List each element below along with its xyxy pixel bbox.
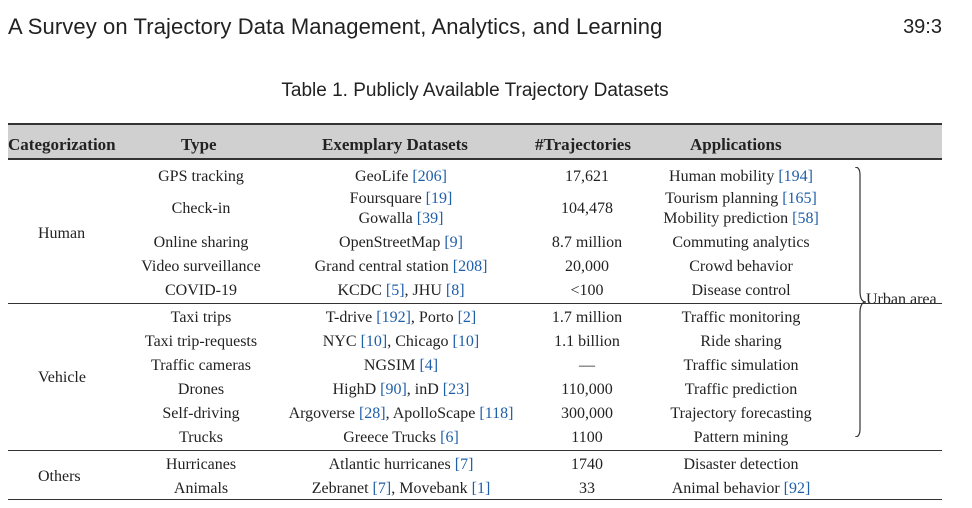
text-segment: Disease control: [691, 282, 791, 299]
text-segment: , Porto: [410, 309, 458, 326]
citation-link[interactable]: [9]: [444, 234, 463, 251]
cell-trajectories: 1.1 billion: [554, 333, 620, 350]
text-segment: Crowd behavior: [689, 258, 793, 275]
text-segment: OpenStreetMap: [339, 234, 445, 251]
application-line: [669, 167, 813, 187]
dataset-line: [315, 257, 488, 277]
citation-link[interactable]: [92]: [783, 480, 811, 497]
cell-applications: [663, 189, 819, 229]
cell-type: COVID-19: [165, 282, 237, 299]
cell-type: GPS tracking: [158, 168, 244, 185]
citation-link[interactable]: [206]: [412, 168, 447, 185]
citation-link[interactable]: [4]: [419, 357, 439, 374]
citation-link[interactable]: [19]: [425, 190, 453, 207]
text-segment: , Movebank: [391, 480, 472, 497]
dataset-line: [343, 428, 459, 448]
cell-datasets: [364, 356, 438, 376]
text-segment: Human mobility: [669, 168, 779, 185]
cell-applications: [672, 479, 811, 499]
dataset-line: [337, 281, 464, 301]
application-line: [689, 257, 793, 277]
text-segment: Grand central station: [314, 258, 453, 275]
citation-link[interactable]: [1]: [471, 480, 491, 497]
cell-datasets: [312, 479, 491, 499]
text-segment: NGSIM: [363, 357, 420, 374]
text-segment: Traffic simulation: [683, 357, 799, 374]
cell-datasets: [337, 281, 464, 301]
cell-trajectories: 110,000: [561, 381, 613, 398]
dataset-line: [355, 167, 447, 187]
dataset-line: [323, 332, 479, 352]
cell-applications: [691, 281, 790, 301]
text-segment: Ride sharing: [700, 333, 782, 350]
cell-trajectories: 1100: [571, 429, 603, 446]
citation-link[interactable]: [192]: [376, 309, 411, 326]
dataset-line: [312, 479, 491, 499]
text-segment: , Chicago: [387, 333, 453, 350]
cell-applications: [669, 167, 813, 187]
table-header-band: [8, 123, 942, 160]
citation-link[interactable]: [90]: [380, 381, 407, 398]
dataset-line: [326, 308, 477, 328]
cell-applications: [683, 455, 798, 475]
cell-datasets: [329, 455, 474, 475]
text-segment: Atlantic hurricanes: [328, 456, 455, 473]
text-segment: Tourism planning: [665, 190, 783, 207]
header-exemplary-datasets: Exemplary Datasets: [322, 135, 468, 154]
application-line: [672, 233, 809, 253]
cell-datasets: [355, 167, 447, 187]
group-separator: [8, 303, 942, 304]
dataset-line: [289, 404, 514, 424]
cell-applications: [694, 428, 789, 448]
text-segment: Traffic prediction: [684, 381, 798, 398]
cell-trajectories: 8.7 million: [551, 234, 623, 251]
application-line: [663, 209, 819, 229]
text-segment: Argoverse: [288, 405, 359, 422]
datasets-table: [8, 123, 942, 503]
category-others: Others: [38, 468, 81, 485]
cell-datasets: [350, 189, 453, 229]
text-segment: Foursquare: [349, 190, 426, 207]
citation-link[interactable]: [39]: [416, 210, 444, 227]
header-type: Type: [181, 135, 217, 154]
text-segment: Pattern mining: [693, 429, 789, 446]
text-segment: Greece Trucks: [343, 429, 441, 446]
table-caption: Table 1. Publicly Available Trajectory Datasets: [281, 80, 669, 101]
citation-link[interactable]: [7]: [372, 480, 392, 497]
text-segment: Trajectory forecasting: [670, 405, 812, 422]
cell-applications: [682, 308, 801, 328]
application-line: [672, 479, 811, 499]
text-segment: T-drive: [325, 309, 377, 326]
table-bottom-rule: [8, 499, 942, 500]
citation-link[interactable]: [194]: [778, 168, 813, 185]
citation-link[interactable]: [58]: [792, 210, 819, 227]
cell-trajectories: 20,000: [565, 258, 609, 275]
application-line: [683, 356, 798, 376]
cell-type: Hurricanes: [165, 456, 237, 473]
cell-type: Taxi trip-requests: [144, 333, 258, 350]
text-segment: KCDC: [337, 282, 386, 299]
text-segment: Gowalla: [358, 210, 417, 227]
cell-type: Animals: [173, 480, 229, 497]
text-segment: , ApolloScape: [385, 405, 480, 422]
cell-datasets: [326, 308, 477, 328]
citation-link[interactable]: [28]: [358, 405, 386, 422]
category-vehicle: Vehicle: [38, 369, 86, 386]
cell-trajectories: 104,478: [561, 200, 613, 217]
citation-link[interactable]: [208]: [452, 258, 488, 275]
dataset-line: [329, 455, 474, 475]
cell-type: Video surveillance: [141, 258, 261, 275]
citation-link[interactable]: [165]: [782, 190, 817, 207]
citation-link[interactable]: [7]: [454, 456, 474, 473]
dataset-line: [339, 233, 463, 253]
cell-applications: [689, 257, 793, 277]
cell-trajectories: 300,000: [561, 405, 613, 422]
cell-type: Self-driving: [162, 405, 240, 422]
cell-trajectories: 33: [579, 480, 595, 497]
text-segment: , inD: [406, 381, 443, 398]
citation-link[interactable]: [10]: [452, 333, 480, 350]
citation-link[interactable]: [10]: [360, 333, 388, 350]
citation-link[interactable]: [23]: [442, 381, 470, 398]
dataset-line: [364, 356, 438, 376]
application-line: [685, 380, 797, 400]
text-segment: Zebranet: [311, 480, 373, 497]
cell-datasets: [289, 404, 514, 424]
text-segment: GeoLife: [355, 168, 413, 185]
header-trajectories: #Trajectories: [535, 135, 631, 154]
cell-trajectories: <100: [570, 282, 604, 299]
cell-datasets: [315, 257, 488, 277]
cell-trajectories: 17,621: [565, 168, 609, 185]
application-line: [700, 332, 781, 352]
cell-applications: [672, 233, 809, 253]
cell-applications: [670, 404, 811, 424]
cell-type: Check-in: [171, 200, 231, 217]
cell-type: Trucks: [179, 429, 223, 446]
text-segment: Disaster detection: [683, 456, 799, 473]
page-number: 39:3: [903, 16, 942, 38]
citation-link[interactable]: [5]: [385, 282, 405, 299]
application-line: [691, 281, 790, 301]
cell-applications: [685, 380, 797, 400]
text-segment: NYC: [322, 333, 361, 350]
cell-applications: [683, 356, 798, 376]
text-segment: Mobility prediction: [663, 210, 793, 227]
application-line: [683, 455, 798, 475]
cell-datasets: [333, 380, 470, 400]
text-segment: , JHU: [404, 282, 446, 299]
text-segment: Traffic monitoring: [681, 309, 801, 326]
application-line: [670, 404, 811, 424]
citation-link[interactable]: [6]: [440, 429, 459, 446]
text-segment: Animal behavior: [671, 480, 784, 497]
header-categorization: Categorization: [8, 135, 116, 154]
cell-datasets: [323, 332, 479, 352]
application-line: [694, 428, 789, 448]
group-separator: [8, 450, 942, 451]
text-segment: Commuting analytics: [672, 234, 810, 251]
dataset-line: [350, 189, 453, 209]
category-human: Human: [38, 225, 86, 242]
application-line: [663, 189, 819, 209]
text-segment: HighD: [332, 381, 381, 398]
header-applications: Applications: [690, 135, 782, 154]
cell-trajectories: 1740: [571, 456, 603, 473]
urban-area-label: Urban area: [866, 291, 937, 308]
cell-type: Online sharing: [153, 234, 249, 251]
cell-type: Drones: [177, 381, 225, 398]
cell-trajectories: —: [579, 357, 595, 374]
dataset-line: [333, 380, 470, 400]
running-title: A Survey on Trajectory Data Management, Analytics, and Learning: [8, 14, 663, 39]
cell-trajectories: 1.7 million: [551, 309, 623, 326]
citation-link[interactable]: [118]: [479, 405, 514, 422]
application-line: [682, 308, 801, 328]
citation-link[interactable]: [2]: [457, 309, 477, 326]
dataset-line: [350, 209, 453, 229]
cell-applications: [700, 332, 781, 352]
cell-type: Traffic cameras: [151, 357, 251, 374]
cell-datasets: [343, 428, 459, 448]
cell-type: Taxi trips: [170, 309, 232, 326]
citation-link[interactable]: [8]: [445, 282, 465, 299]
cell-datasets: [339, 233, 463, 253]
